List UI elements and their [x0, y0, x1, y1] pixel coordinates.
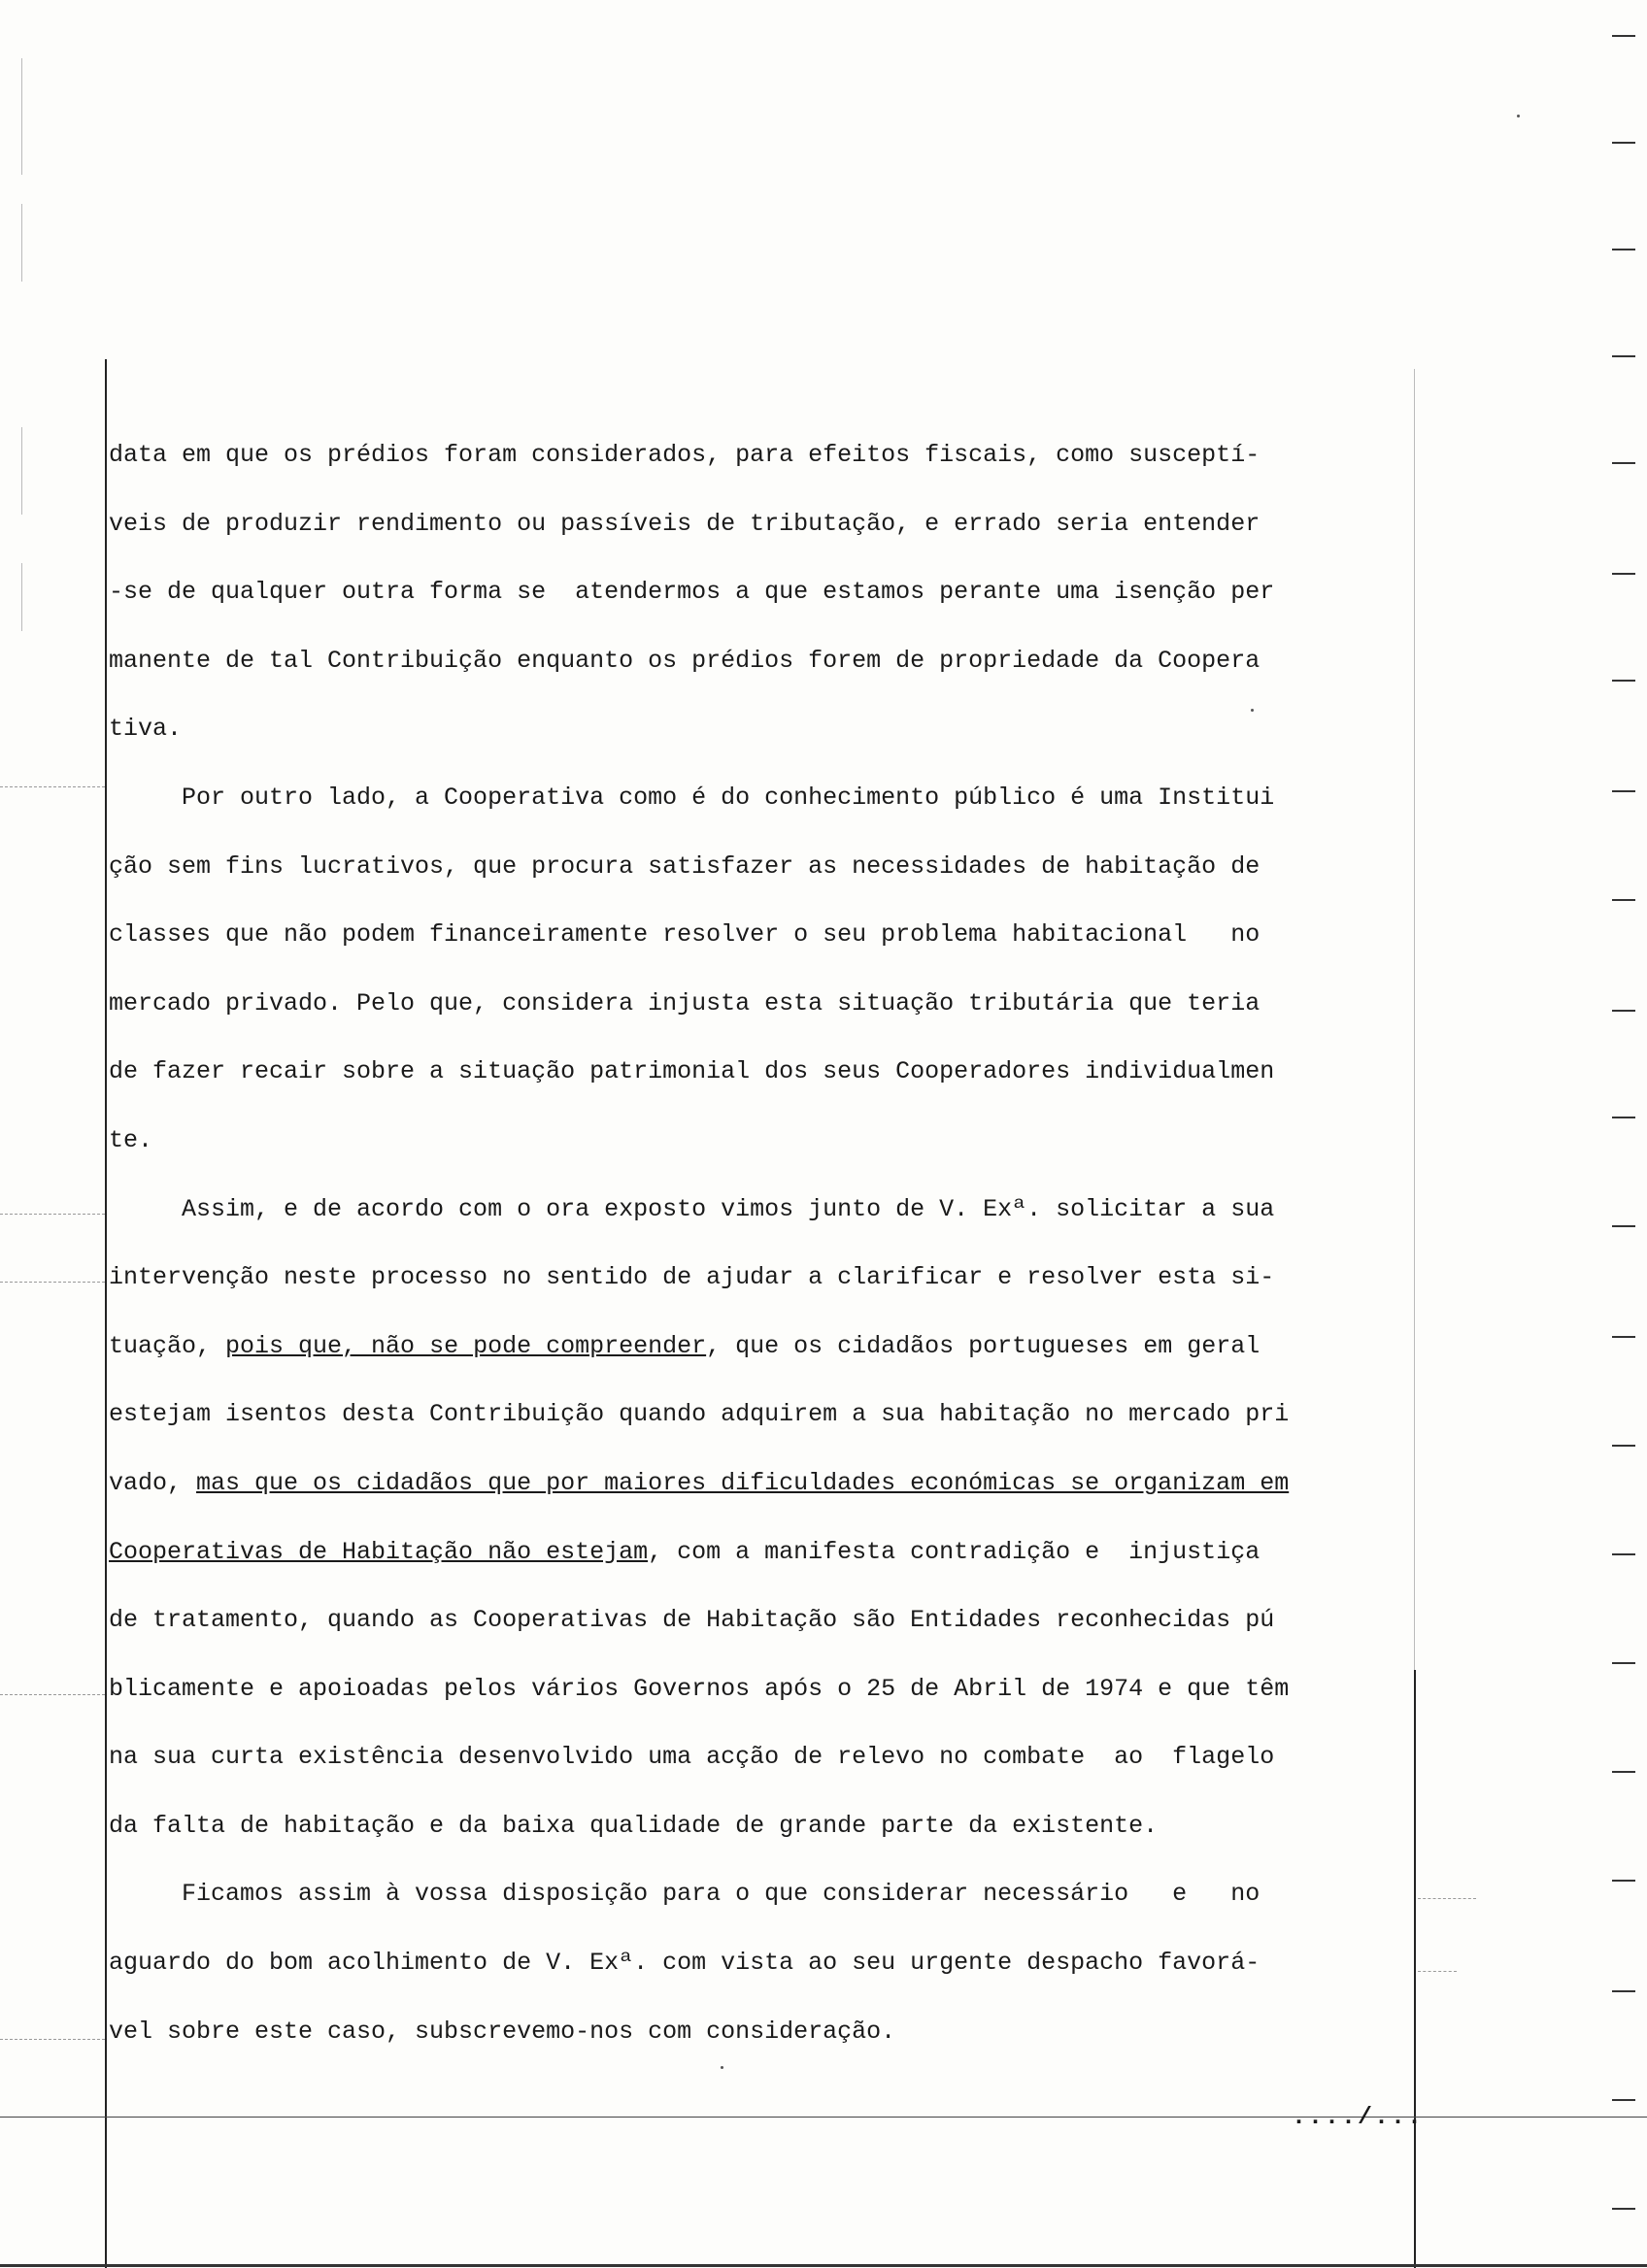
margin-tick — [1612, 2099, 1635, 2101]
text-line: na sua curta existência desenvolvido uma acção de relevo no combate ao flagelo — [109, 1743, 1275, 1772]
right-margin-rule — [1414, 1670, 1416, 2268]
text-line: Ficamos assim à vossa disposição para o que considerar necessário e no — [109, 1880, 1260, 1909]
margin-tick — [1612, 142, 1635, 144]
text-line: da falta de habitação e da baixa qualidade de grande parte da existente. — [109, 1811, 1159, 1840]
margin-tick — [1612, 462, 1635, 464]
text-line: classes que não podem financeiramente resolver o seu problema habitacional no — [109, 920, 1260, 950]
guide-rule — [0, 2039, 105, 2040]
left-edge-marks — [21, 58, 22, 175]
margin-tick — [1612, 249, 1635, 250]
guide-rule — [0, 1694, 105, 1695]
text-line: de tratamento, quando as Cooperativas de Habitação são Entidades reconhecidas pú — [109, 1606, 1275, 1635]
right-margin-rule-faint — [1414, 369, 1415, 1670]
margin-tick — [1612, 1880, 1635, 1882]
text-line: veis de produzir rendimento ou passíveis de tributação, e errado seria entender — [109, 509, 1260, 538]
text-line: manente de tal Contribuição enquanto os prédios forem de propriedade da Coopera — [109, 646, 1260, 675]
text-line: te. — [109, 1125, 153, 1154]
guide-rule — [0, 1282, 105, 1283]
underlined-text: mas que os cidadãos que por maiores dificuldades económicas se organizam em — [196, 1468, 1290, 1497]
text-line: estejam isentos desta Contribuição quando adquirem a sua habitação no mercado pri — [109, 1400, 1290, 1429]
text-run: tuação, — [109, 1331, 226, 1360]
paper-speck — [721, 2066, 723, 2069]
margin-tick — [1612, 1990, 1635, 1992]
text-line: ção sem fins lucrativos, que procura satisfazer as necessidades de habitação de — [109, 851, 1260, 881]
left-edge-marks — [21, 427, 22, 515]
bottom-edge-rule — [0, 2264, 1647, 2267]
continuation-mark: ..../... — [1292, 2103, 1425, 2131]
margin-tick — [1612, 1771, 1635, 1773]
margin-tick — [1612, 1117, 1635, 1118]
text-run: , que os cidadãos portugueses em geral — [706, 1331, 1260, 1360]
paper-speck — [1517, 115, 1520, 117]
text-line — [109, 1450, 1410, 1518]
letter-body — [109, 421, 1410, 2066]
left-edge-marks — [21, 204, 22, 282]
underlined-text: pois que, não se pode compreender — [225, 1331, 707, 1360]
margin-tick — [1612, 1010, 1635, 1012]
margin-tick — [1612, 355, 1635, 357]
margin-tick — [1612, 899, 1635, 901]
margin-tick — [1612, 2208, 1635, 2210]
margin-tick — [1612, 1225, 1635, 1227]
margin-tick — [1612, 680, 1635, 682]
margin-tick — [1612, 790, 1635, 792]
margin-tick — [1612, 1445, 1635, 1447]
text-line: de fazer recair sobre a situação patrimonial dos seus Cooperadores individualmen — [109, 1057, 1275, 1086]
margin-tick — [1612, 1336, 1635, 1338]
margin-tick — [1612, 1553, 1635, 1555]
text-line: Por outro lado, a Cooperativa como é do conhecimento público é uma Institui — [109, 783, 1275, 812]
text-line: -se de qualquer outra forma se atendermos a que estamos perante uma isenção per — [109, 578, 1275, 607]
text-line: Assim, e de acordo com o ora exposto vimos junto de V. Exª. solicitar a sua — [109, 1194, 1275, 1223]
text-line: data em que os prédios foram considerados, para efeitos fiscais, como susceptí- — [109, 441, 1260, 469]
text-run: , com a manifesta contradição e injustiça — [648, 1537, 1260, 1566]
guide-rule — [0, 786, 105, 787]
margin-tick — [1612, 573, 1635, 575]
text-line — [109, 1313, 1410, 1382]
guide-rule — [0, 1214, 105, 1215]
text-line: intervenção neste processo no sentido de ajudar a clarificar e resolver esta si- — [109, 1263, 1275, 1292]
margin-tick — [1612, 1662, 1635, 1664]
margin-tick — [1612, 35, 1635, 37]
underlined-text: Cooperativas de Habitação não estejam — [109, 1537, 649, 1566]
text-line: blicamente e apoioadas pelos vários Governos após o 25 de Abril de 1974 e que têm — [109, 1674, 1290, 1703]
guide-rule — [1418, 1971, 1457, 1972]
text-line: mercado privado. Pelo que, considera injusta esta situação tributária que teria — [109, 988, 1260, 1017]
text-line: tiva. — [109, 715, 183, 744]
text-line: aguardo do bom acolhimento de V. Exª. com vista ao seu urgente despacho favorá- — [109, 1949, 1260, 1978]
left-margin-rule — [105, 359, 107, 2268]
guide-rule — [1418, 1898, 1476, 1899]
text-run: vado, — [109, 1468, 197, 1497]
left-edge-marks — [21, 563, 22, 631]
text-line — [109, 1518, 1410, 1587]
text-line: vel sobre este caso, subscrevemo-nos com consideração. — [109, 2017, 896, 2046]
